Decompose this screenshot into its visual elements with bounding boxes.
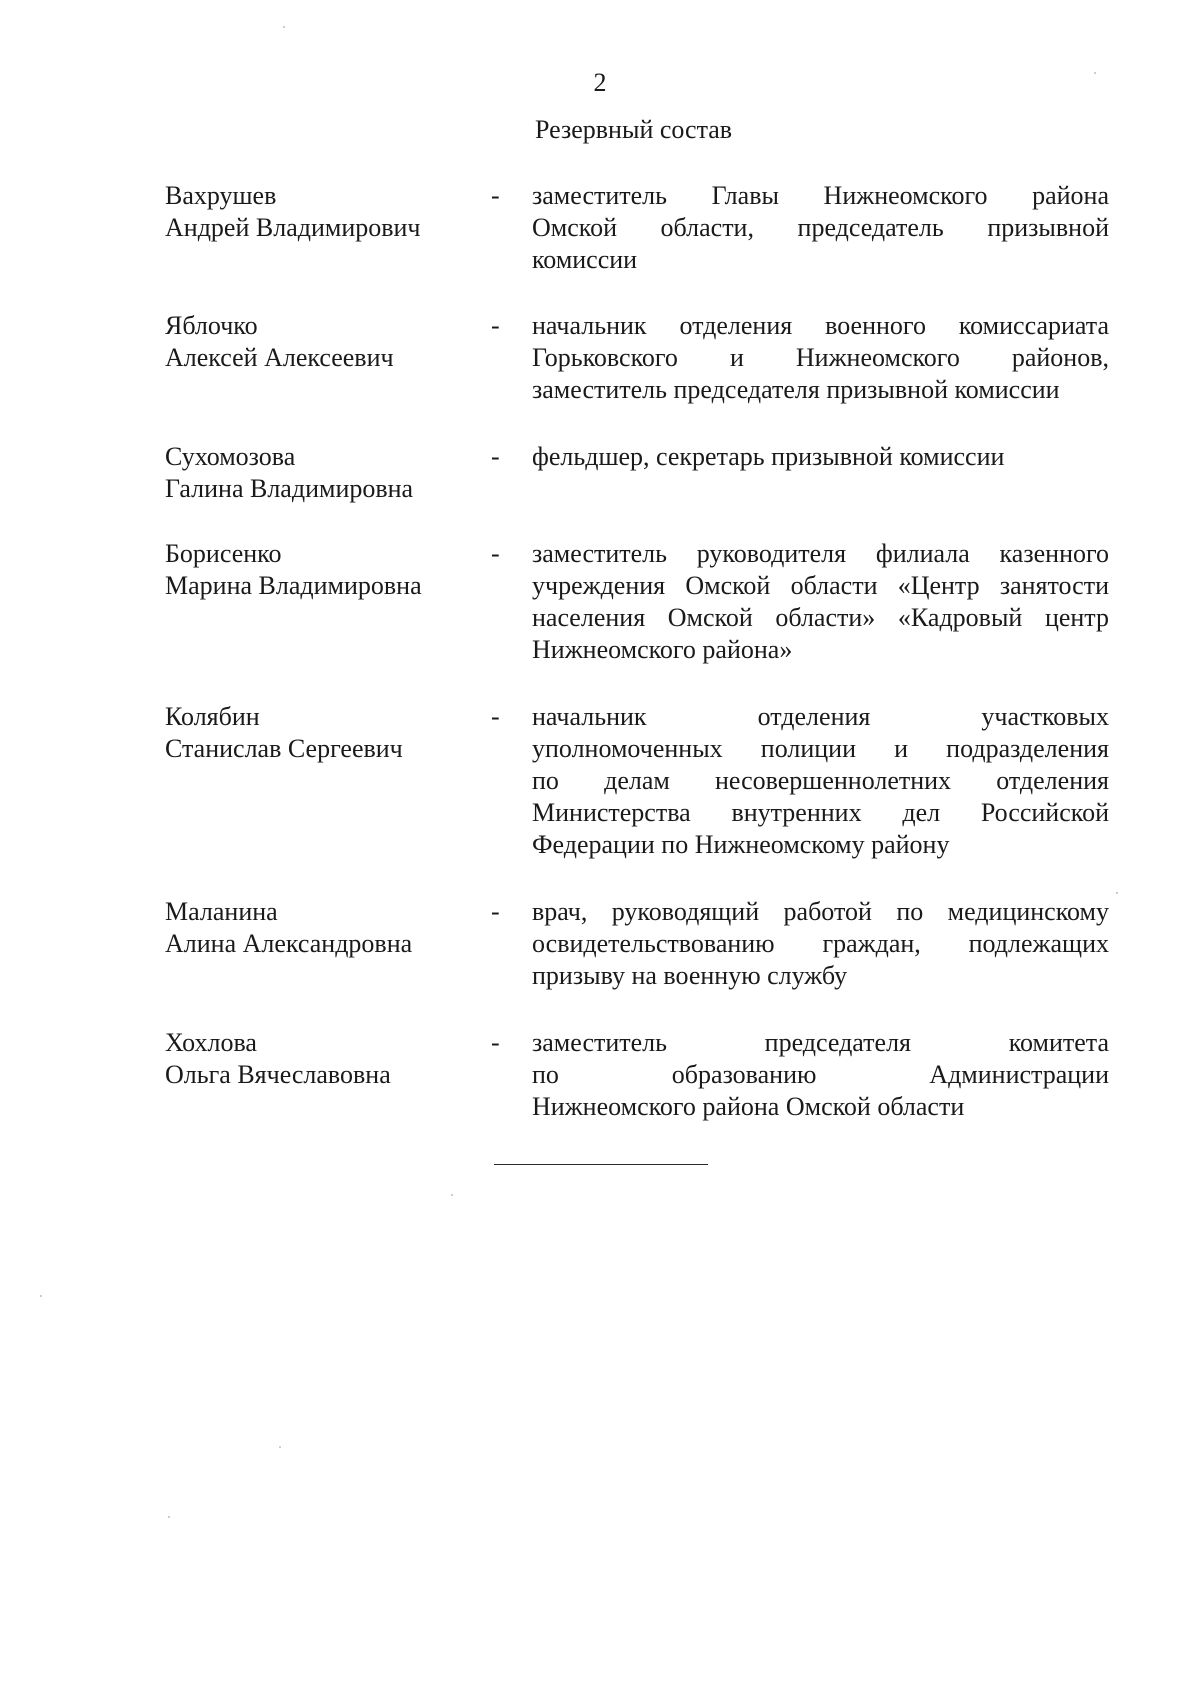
duty-line: Горьковского и Нижнеомского районов, — [532, 343, 1109, 372]
duty-line: учреждения Омской области «Центр занятости — [532, 571, 1109, 600]
duty-line: заместитель Главы Нижнеомского района — [532, 181, 1109, 210]
scan-speck — [1094, 72, 1096, 74]
member-duty — [532, 896, 1109, 992]
member-surname: Яблочко — [165, 311, 258, 340]
duty-line: призыву на военную службу — [532, 961, 848, 990]
member-person — [165, 1027, 475, 1091]
member-surname: Колябин — [165, 702, 260, 731]
member-name: Алина Александровна — [165, 929, 413, 958]
duty-line: врач, руководящий работой по медицинскому — [532, 897, 1109, 926]
member-person — [165, 896, 475, 960]
duty-line: заместитель председателя призывной комиссии — [532, 375, 1060, 404]
duty-line: Нижнеомского района» — [532, 635, 793, 664]
separator-dash: - — [491, 311, 500, 340]
member-duty — [532, 441, 1109, 473]
duty-line: Министерства внутренних дел Российской — [532, 798, 1109, 827]
member-person — [165, 538, 475, 602]
member-name: Станислав Сергеевич — [165, 734, 403, 763]
duty-line: по образованию Администрации — [532, 1060, 1109, 1089]
separator-dash: - — [491, 539, 500, 568]
separator-dash: - — [491, 1028, 500, 1057]
duty-line: населения Омской области» «Кадровый центр — [532, 603, 1109, 632]
member-surname: Сухомозова — [165, 442, 296, 471]
member-surname: Маланина — [165, 897, 278, 926]
member-person — [165, 180, 475, 244]
member-name: Алексей Алексеевич — [165, 343, 394, 372]
member-person — [165, 441, 475, 505]
scan-speck — [283, 26, 285, 28]
member-name: Марина Владимировна — [165, 571, 422, 600]
member-name: Андрей Владимирович — [165, 213, 421, 242]
duty-line: Федерации по Нижнеомскому району — [532, 830, 950, 859]
section-title: Резервный состав — [535, 115, 733, 144]
separator-dash: - — [491, 897, 500, 926]
duty-line: Нижнеомского района Омской области — [532, 1092, 965, 1121]
duty-line: по делам несовершеннолетних отделения — [532, 766, 1109, 795]
scan-speck — [40, 1295, 42, 1297]
member-surname: Вахрушев — [165, 181, 277, 210]
scan-speck — [1116, 892, 1118, 894]
closing-rule — [494, 1164, 708, 1165]
member-duty — [532, 538, 1109, 666]
duty-line: заместитель председателя комитета — [532, 1028, 1109, 1057]
duty-line: начальник отделения военного комиссариата — [532, 311, 1109, 340]
member-duty — [532, 310, 1109, 406]
member-name: Ольга Вячеславовна — [165, 1060, 391, 1089]
separator-dash: - — [491, 442, 500, 471]
scan-speck — [451, 1194, 453, 1196]
member-duty — [532, 701, 1109, 861]
duty-line: комиссии — [532, 245, 638, 274]
member-surname: Хохлова — [165, 1028, 257, 1057]
duty-line: начальник отделения участковых — [532, 702, 1109, 731]
duty-line: фельдшер, секретарь призывной комиссии — [532, 442, 1005, 471]
member-person — [165, 701, 475, 765]
separator-dash: - — [491, 702, 500, 731]
member-person — [165, 310, 475, 374]
duty-line: Омской области, председатель призывной — [532, 213, 1109, 242]
member-duty — [532, 180, 1109, 276]
page-number: 2 — [593, 68, 607, 97]
scan-speck — [168, 1516, 170, 1518]
scan-speck — [279, 1446, 281, 1448]
separator-dash: - — [491, 181, 500, 210]
duty-line: уполномоченных полиции и подразделения — [532, 734, 1109, 763]
member-duty — [532, 1027, 1109, 1123]
duty-line: освидетельствованию граждан, подлежащих — [532, 929, 1109, 958]
duty-line: заместитель руководителя филиала казенного — [532, 539, 1109, 568]
member-name: Галина Владимировна — [165, 474, 414, 503]
member-surname: Борисенко — [165, 539, 282, 568]
